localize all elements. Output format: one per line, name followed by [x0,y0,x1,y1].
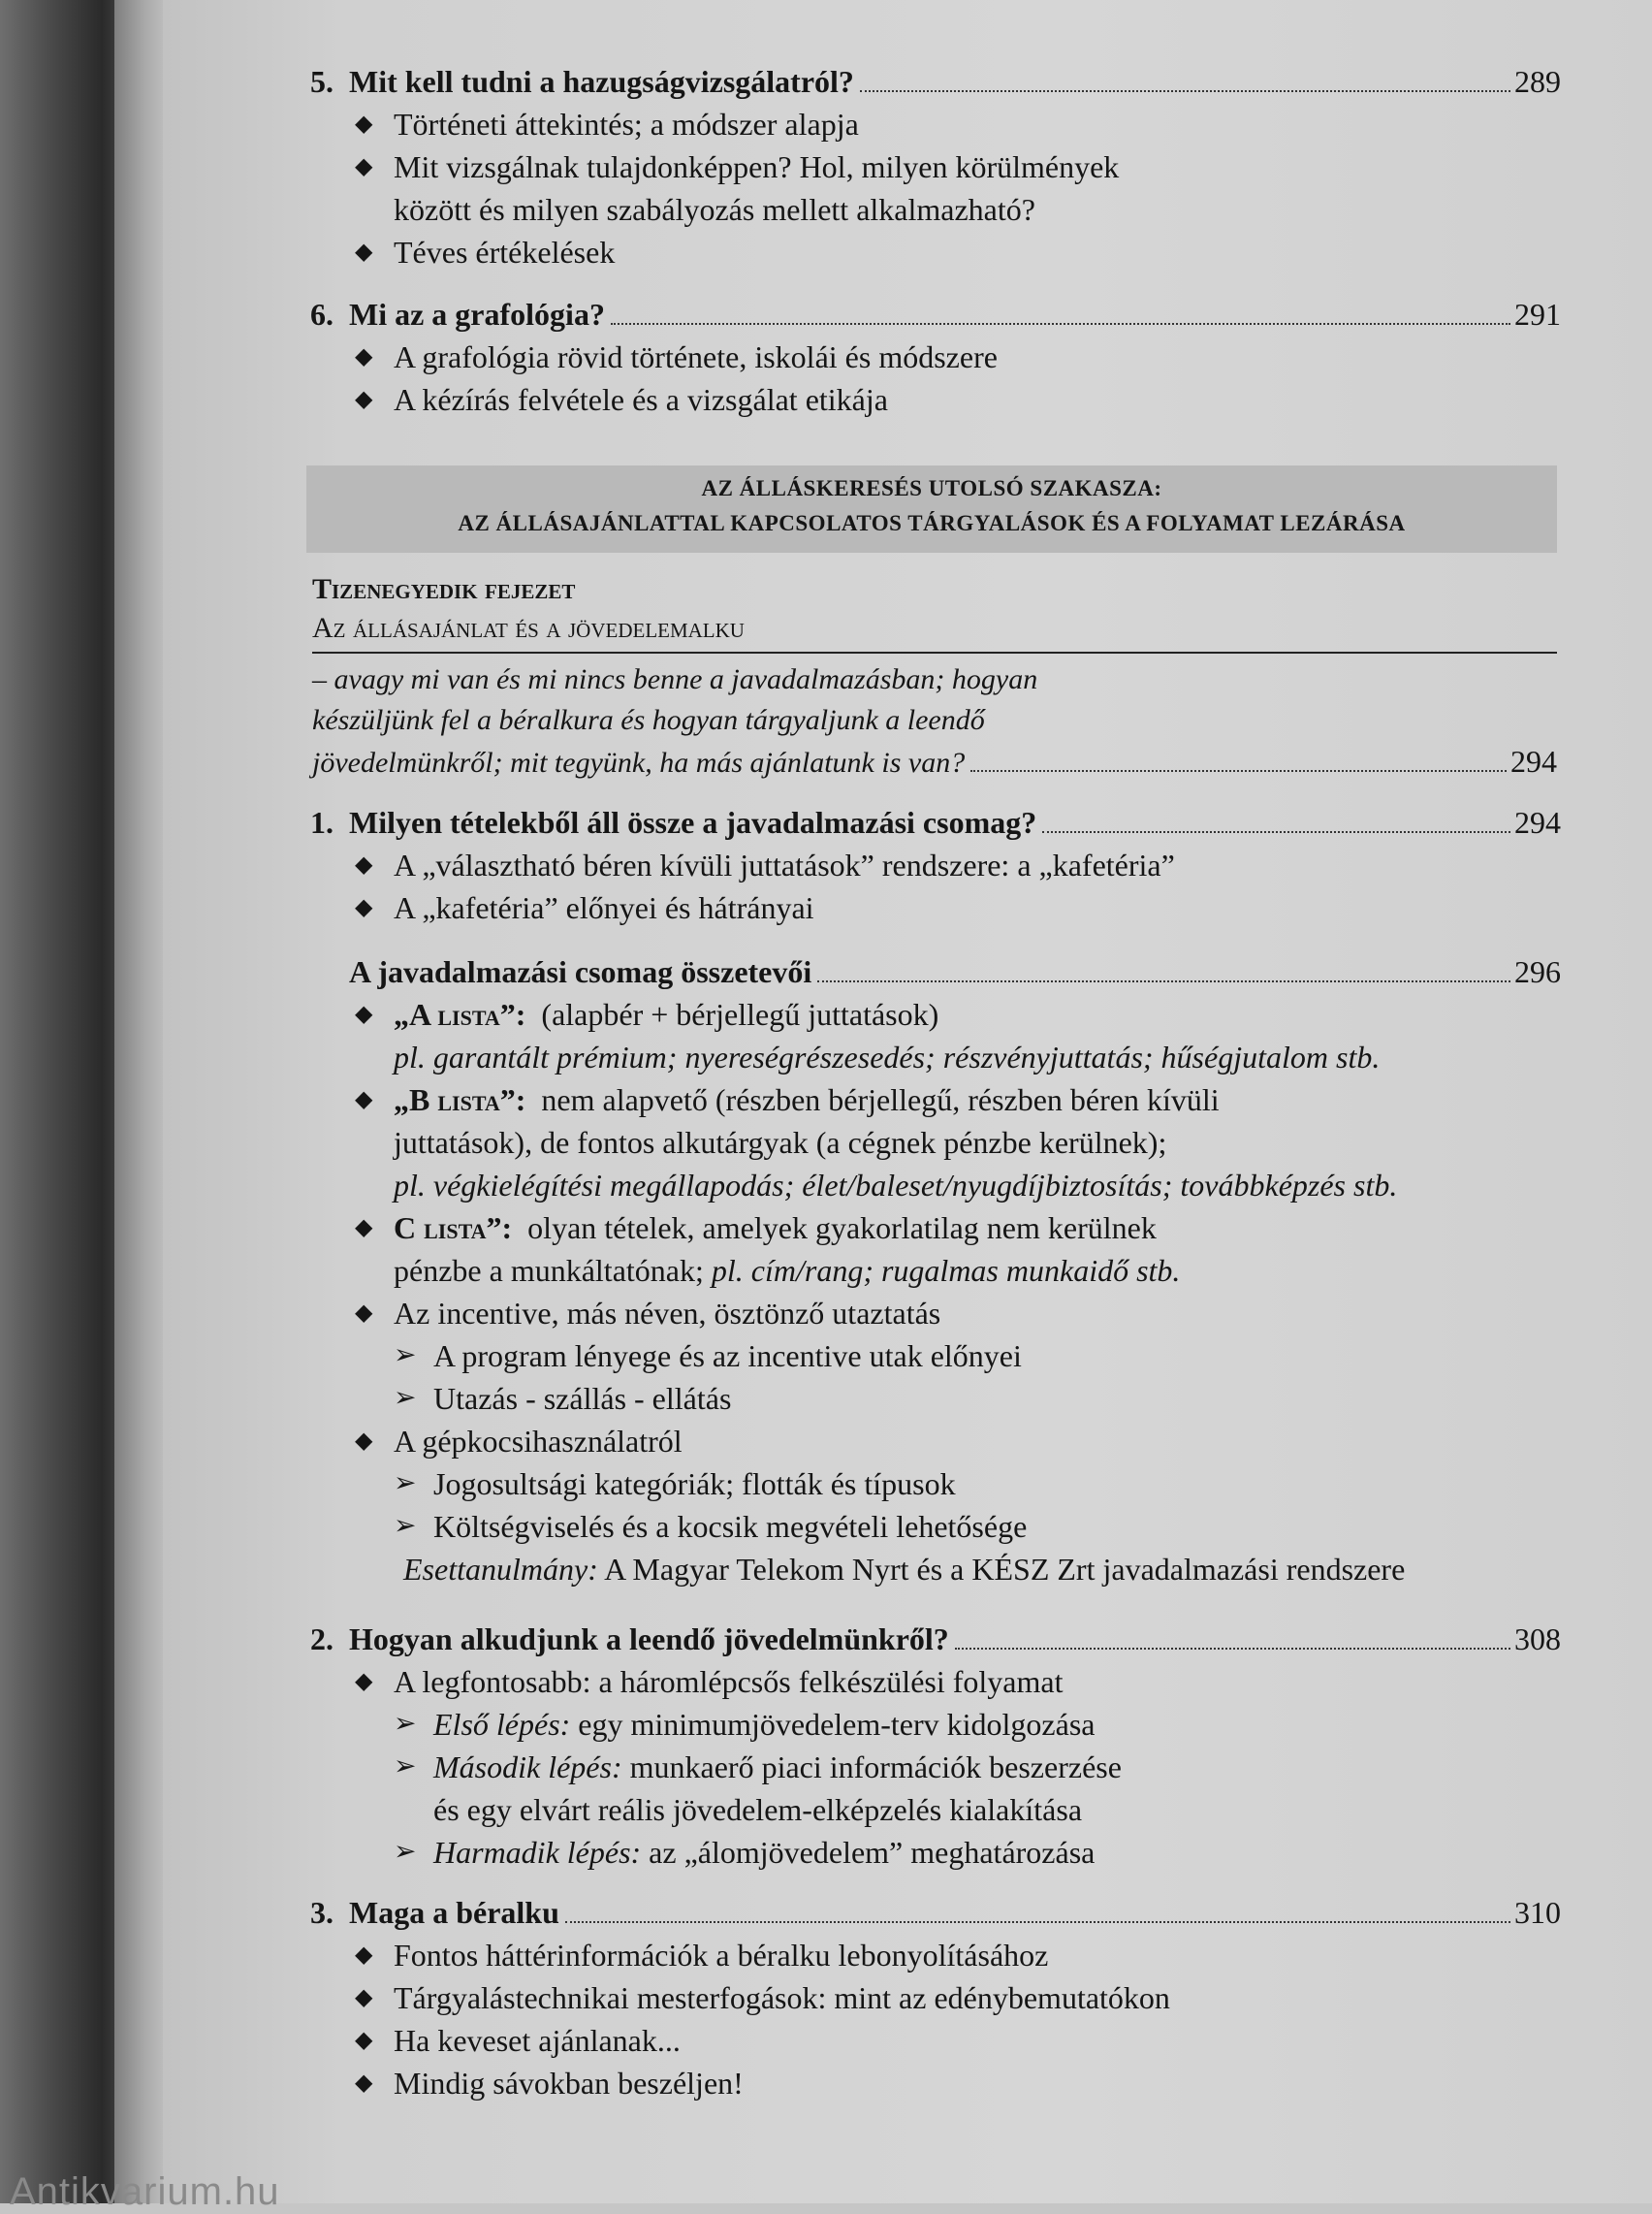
description-line-last [312,741,1557,784]
sub-item [310,1505,1561,1548]
sub-item-text: egy minimumjövedelem-terv kidolgozása [578,1707,1096,1742]
toc-heading [310,1891,1561,1934]
bullet-text: Mindig sávokban beszéljen! [394,2066,744,2101]
bullet-item [310,1292,1561,1334]
bullet-text: között és milyen szabályozás mellett alkalmazható? [394,192,1035,227]
diamond-bullet-icon: ◆ [355,2028,373,2053]
bullet-item [310,993,1561,1036]
bullet-example [310,1036,1561,1078]
bullet-item [310,1206,1561,1249]
toc-heading [310,1618,1561,1660]
description-line: jövedelmünkről; mit tegyünk, ha más ajánlatunk is van? [312,747,966,779]
diamond-bullet-icon: ◆ [355,1002,373,1027]
dot-leader [955,1647,1510,1650]
dot-leader [860,89,1510,92]
bullet-item [310,1420,1561,1462]
toc-section-2 [310,1618,1561,1874]
list-label: „B lista”: [394,1082,526,1117]
section-title: A javadalmazási csomag összetevői [349,954,812,989]
bullet-text: A kézírás felvétele és a vizsgálat etikája [394,382,888,417]
diamond-bullet-icon: ◆ [355,1087,373,1112]
diamond-bullet-icon: ◆ [355,2070,373,2096]
bullet-item [310,231,1561,273]
list-label: C lista”: [394,1210,513,1245]
diamond-bullet-icon: ◆ [355,112,373,137]
toc-heading [310,60,1561,103]
bullet-text: Történeti áttekintés; a módszer alapja [394,107,859,142]
part-heading-line-1: AZ ÁLLÁSKERESÉS UTOLSÓ SZAKASZA: [701,476,1162,500]
bullet-item [310,103,1561,145]
diamond-bullet-icon: ◆ [355,1215,373,1240]
bullet-text: Tárgyalástechnikai mesterfogások: mint az edénybemutatókon [394,1980,1170,2015]
section-title: Maga a béralku [349,1895,559,1930]
sub-item-text: Utazás - szállás - ellátás [433,1381,732,1416]
arrow-bullet-icon: ➢ [394,1751,417,1781]
sub-item-continuation [310,1788,1561,1831]
section-title: Mi az a grafológia? [349,297,605,332]
bullet-text: Az incentive, más néven, ösztönző utaztatás [394,1296,941,1331]
diamond-bullet-icon: ◆ [355,240,373,265]
bullet-text: Mit vizsgálnak tulajdonképpen? Hol, milyen körülmények [394,149,1120,184]
sub-item-text: munkaerő piaci információk beszerzése [629,1749,1122,1784]
section-title: Hogyan alkudjunk a leendő jövedelmünkről? [349,1621,949,1656]
bullet-continuation [310,1249,1561,1292]
diamond-bullet-icon: ◆ [355,387,373,412]
section-number: 3. [310,1895,334,1930]
page-number: 294 [1514,805,1561,840]
bullet-continuation [310,1121,1561,1164]
bullet-text: A grafológia rövid története, iskolái és módszere [394,339,998,374]
example-text: pl. cím/rang; rugalmas munkaidő stb. [711,1253,1181,1288]
bullet-item [310,2062,1561,2104]
page-number: 294 [1510,744,1557,779]
bullet-text: olyan tételek, amelyek gyakorlatilag nem kerülnek [527,1210,1157,1245]
page-number: 289 [1514,64,1561,99]
diamond-bullet-icon: ◆ [355,154,373,179]
case-study-text: A Magyar Telekom Nyrt és a KÉSZ Zrt javadalmazási rendszere [604,1552,1406,1587]
toc-heading [310,293,1561,336]
arrow-bullet-icon: ➢ [394,1340,417,1370]
arrow-bullet-icon: ➢ [394,1709,417,1739]
bullet-text: juttatások), de fontos alkutárgyak (a cégnek pénzbe kerülnek); [394,1125,1167,1160]
page-number: 296 [1514,954,1561,989]
section-number: 2. [310,1621,334,1656]
sub-item [310,1831,1561,1874]
arrow-bullet-icon: ➢ [394,1837,417,1867]
diamond-bullet-icon: ◆ [355,1942,373,1968]
diamond-bullet-icon: ◆ [355,1300,373,1326]
bullet-text: Téves értékelések [394,235,616,270]
diamond-bullet-icon: ◆ [355,1669,373,1694]
sub-item-text: az „álomjövedelem” meghatározása [649,1835,1096,1870]
bullet-item [310,1976,1561,2019]
toc-section-5 [310,60,1561,273]
sub-item-text: Költségviselés és a kocsik megvételi lehetősége [433,1509,1028,1544]
page-gutter [114,0,165,2203]
bullet-item [310,886,1561,929]
toc-heading [310,950,1561,993]
sub-item-text: és egy elvárt reális jövedelem-elképzelés kialakítása [433,1792,1083,1827]
page-number: 308 [1514,1621,1561,1656]
bullet-example [310,1164,1561,1206]
part-heading-line-2: AZ ÁLLÁSAJÁNLATTAL KAPCSOLATOS TÁRGYALÁSOK ÉS A FOLYAMAT LEZÁRÁSA [458,511,1406,535]
dot-leader [970,769,1507,772]
diamond-bullet-icon: ◆ [355,852,373,878]
page-number: 310 [1514,1895,1561,1930]
dot-leader [565,1920,1510,1923]
example-text: pl. garantált prémium; nyereségrészesedés; részvényjuttatás; hűségjutalom stb. [394,1040,1381,1075]
arrow-bullet-icon: ➢ [394,1468,417,1498]
watermark: Antikvarium.hu [10,2170,280,2213]
toc-subsection-components [310,950,1561,1590]
step-label: Első lépés: [433,1707,571,1742]
bullet-text: pénzbe a munkáltatónak; [394,1253,704,1288]
bullet-text: Fontos háttérinformációk a béralku lebonyolításához [394,1938,1049,1973]
dot-leader [817,979,1510,982]
bullet-item [310,1660,1561,1703]
bullet-text: A gépkocsihasználatról [394,1424,683,1459]
sub-item [310,1462,1561,1505]
dot-leader [1042,830,1510,833]
bullet-text: Ha keveset ajánlanak... [394,2023,681,2058]
diamond-bullet-icon: ◆ [355,344,373,369]
bullet-text: nem alapvető (részben bérjellegű, részben béren kívüli [541,1082,1220,1117]
diamond-bullet-icon: ◆ [355,1428,373,1454]
sub-item [310,1377,1561,1420]
example-text: pl. végkielégítési megállapodás; élet/baleset/nyugdíjbiztosítás; továbbképzés stb. [394,1168,1398,1203]
bullet-text: A „választható béren kívüli juttatások” rendszere: a „kafetéria” [394,848,1175,882]
part-heading-band [306,465,1557,553]
bullet-item [310,336,1561,378]
diamond-bullet-icon: ◆ [355,895,373,920]
sub-item-text: Jogosultsági kategóriák; flották és típusok [433,1466,956,1501]
dot-leader [611,322,1510,325]
chapter-heading [312,570,1557,784]
sub-item [310,1334,1561,1377]
page-number: 291 [1514,297,1561,332]
case-study-label: Esettanulmány: [403,1552,598,1587]
bullet-text: A „kafetéria” előnyei és hátrányai [394,890,814,925]
description-line: készüljünk fel a béralkura és hogyan tárgyaljunk a leendő [312,704,985,736]
bullet-item [310,844,1561,886]
section-title: Milyen tételekből áll össze a javadalmazási csomag? [349,805,1037,840]
toc-section-3 [310,1891,1561,2104]
bullet-item [310,145,1561,188]
bullet-item [310,378,1561,421]
section-number: 6. [310,297,334,332]
list-label: „A lista”: [394,997,526,1032]
toc-heading [310,801,1561,844]
section-number: 5. [310,64,334,99]
section-title: Mit kell tudni a hazugságvizsgálatról? [349,64,854,99]
bullet-continuation [310,188,1561,231]
section-number: 1. [310,805,334,840]
arrow-bullet-icon: ➢ [394,1383,417,1413]
toc-section-1 [310,801,1561,929]
description-line: – avagy mi van és mi nincs benne a javadalmazásban; hogyan [312,663,1038,695]
step-label: Harmadik lépés: [433,1835,642,1870]
step-label: Második lépés: [433,1749,622,1784]
bullet-item [310,2019,1561,2062]
chapter-label: Tizenegyedik fejezet [312,573,576,605]
bullet-text: A legfontosabb: a háromlépcsős felkészülési folyamat [394,1664,1064,1699]
sub-item-text: A program lényege és az incentive utak előnyei [433,1338,1022,1373]
sub-item [310,1703,1561,1746]
bullet-item [310,1078,1561,1121]
bullet-text: (alapbér + bérjellegű juttatások) [541,997,939,1032]
toc-section-6 [310,293,1561,421]
arrow-bullet-icon: ➢ [394,1511,417,1541]
diamond-bullet-icon: ◆ [355,1985,373,2010]
chapter-title: Az állásajánlat és a jövedelemalku [312,609,1557,654]
sub-item [310,1746,1561,1788]
case-study [310,1548,1561,1590]
bullet-item [310,1934,1561,1976]
chapter-description [312,659,1557,784]
